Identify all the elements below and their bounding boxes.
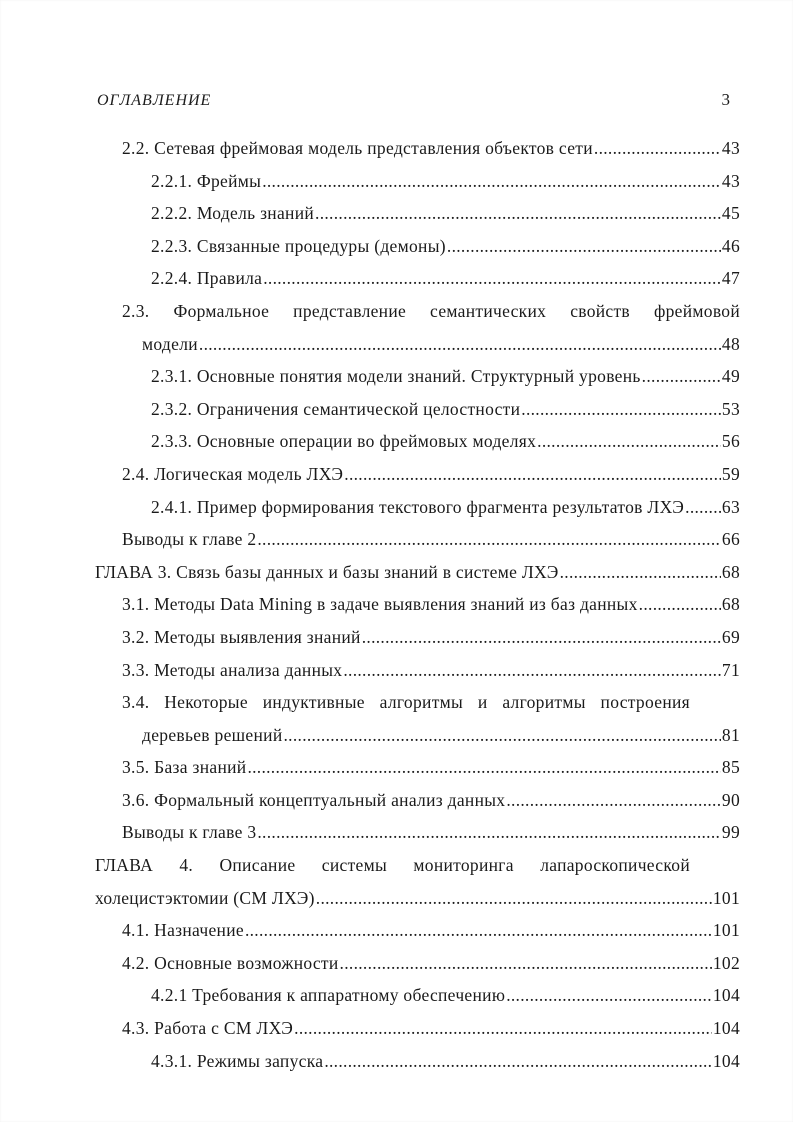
- toc-line: [95, 262, 740, 295]
- toc-page-number: 104: [712, 985, 740, 1006]
- toc-page-number: 68: [721, 594, 740, 615]
- toc-line: [95, 425, 740, 458]
- toc-line: [95, 947, 740, 980]
- dot-leader: [447, 230, 721, 263]
- dot-leader: [343, 654, 721, 687]
- toc-line: [95, 654, 740, 687]
- dot-leader: [639, 588, 721, 621]
- toc-line: [95, 882, 740, 915]
- toc-line: [95, 132, 740, 165]
- dot-leader: [506, 979, 712, 1012]
- dot-leader: [247, 751, 720, 784]
- toc-line-text: 2.3.1. Основные понятия модели знаний. Структурный уровень: [151, 366, 641, 387]
- toc-page-number: 66: [721, 529, 740, 550]
- header-page-number: 3: [721, 90, 730, 109]
- toc-line-text: 4.3. Работа с СМ ЛХЭ: [122, 1018, 294, 1039]
- toc-line: [95, 230, 740, 263]
- toc-page-number: 90: [721, 789, 740, 810]
- toc-line-text: 2.3.3. Основные операции во фреймовых моделях: [151, 431, 537, 452]
- dot-leader: [642, 360, 721, 393]
- toc-line: [95, 719, 740, 752]
- toc-line: [95, 523, 740, 556]
- dot-leader: [685, 491, 721, 524]
- toc-line-text: 3.3. Методы анализа данных: [122, 659, 343, 680]
- toc-line: [95, 1045, 740, 1078]
- toc-line-text: 3.6. Формальный концептуальный анализ данных: [122, 789, 506, 810]
- toc-line-text: 4.3.1. Режимы запуска: [151, 1050, 324, 1071]
- toc-line-text: ГЛАВА 3. Связь базы данных и базы знаний в системе ЛХЭ: [95, 561, 559, 582]
- page-header: [0, 0, 793, 110]
- dot-leader: [594, 132, 721, 165]
- toc-page-number: 102: [712, 952, 740, 973]
- toc-line: [95, 458, 740, 491]
- toc-page-number: 101: [712, 920, 740, 941]
- dot-leader: [340, 947, 712, 980]
- toc-line: [95, 197, 740, 230]
- toc-page-number: 63: [721, 496, 740, 517]
- running-title: ОГЛАВЛЕНИЕ: [97, 92, 212, 109]
- toc-line: [95, 1012, 740, 1045]
- toc-line: [95, 816, 740, 849]
- toc-line-text: ГЛАВА 4. Описание системы мониторинга лапароскопической: [95, 855, 690, 876]
- toc-line: [95, 165, 740, 198]
- dot-leader: [263, 262, 721, 295]
- dot-leader: [537, 425, 721, 458]
- dot-leader: [284, 719, 721, 752]
- toc-line-text: Выводы к главе 3: [122, 822, 257, 843]
- toc-page-number: 56: [721, 431, 740, 452]
- toc-line-text: 2.3.2. Ограничения семантической целостности: [151, 398, 521, 419]
- toc-line-text: 2.2.3. Связанные процедуры (демоны): [151, 235, 446, 256]
- toc-line-text: 3.4. Некоторые индуктивные алгоритмы и алгоритмы построения: [122, 692, 690, 713]
- toc-line: [95, 360, 740, 393]
- toc-page-number: 101: [712, 887, 740, 908]
- toc-line: [95, 588, 740, 621]
- toc-line: [95, 686, 740, 719]
- toc-line-text: 2.3. Формальное представление семантических свойств фреймовой: [122, 300, 740, 321]
- toc-page-number: 45: [721, 203, 740, 224]
- toc-page-number: 49: [721, 366, 740, 387]
- toc-line-text: 3.2. Методы выявления знаний: [122, 626, 361, 647]
- toc-line-text: 2.2.2. Модель знаний: [151, 203, 315, 224]
- dot-leader: [315, 197, 721, 230]
- toc-line: [95, 328, 740, 361]
- toc-line: [95, 849, 740, 882]
- toc-line-text: 3.1. Методы Data Mining в задаче выявления знаний из баз данных: [122, 594, 638, 615]
- toc-line-text: 4.2.1 Требования к аппаратному обеспечению: [151, 985, 506, 1006]
- toc-line: [95, 393, 740, 426]
- toc-line-text: 4.1. Назначение: [122, 920, 244, 941]
- toc-page-number: 43: [721, 138, 740, 158]
- toc-page-number: 99: [721, 822, 740, 843]
- toc-page-number: 69: [721, 626, 740, 647]
- dot-leader: [324, 1045, 712, 1078]
- toc-line: [95, 491, 740, 524]
- toc-page-number: 53: [721, 398, 740, 419]
- toc-line: [95, 914, 740, 947]
- toc-line-text: Выводы к главе 2: [122, 529, 257, 550]
- toc-line: [95, 621, 740, 654]
- toc-line-text: 2.2. Сетевая фреймовая модель представления объектов сети: [122, 138, 593, 158]
- dot-leader: [257, 523, 721, 556]
- toc-line-text: деревьев решений: [142, 724, 283, 745]
- dot-leader: [316, 882, 712, 915]
- toc-page-number: 71: [721, 659, 740, 680]
- dot-leader: [257, 816, 721, 849]
- toc-line-text: 2.2.1. Фреймы: [151, 170, 262, 191]
- toc-line-text: 2.2.4. Правила: [151, 268, 263, 289]
- dot-leader: [560, 556, 721, 589]
- toc-list: [0, 110, 793, 1077]
- dot-leader: [362, 621, 721, 654]
- toc-line-text: холецистэктомии (СМ ЛХЭ): [95, 887, 315, 908]
- toc-line-text: 2.4. Логическая модель ЛХЭ: [122, 463, 344, 484]
- toc-line: [95, 784, 740, 817]
- dot-leader: [506, 784, 721, 817]
- toc-line: [95, 556, 740, 589]
- toc-page-number: 47: [721, 268, 740, 289]
- toc-page-number: 104: [712, 1018, 740, 1039]
- dot-leader: [262, 165, 721, 198]
- toc-page-number: 46: [721, 235, 740, 256]
- dot-leader: [521, 393, 721, 426]
- toc-line-text: 3.5. База знаний: [122, 757, 247, 778]
- dot-leader: [294, 1012, 712, 1045]
- dot-leader: [344, 458, 721, 491]
- dot-leader: [245, 914, 712, 947]
- dot-leader: [199, 328, 721, 361]
- toc-line: [95, 979, 740, 1012]
- toc-line-text: модели: [142, 333, 198, 354]
- toc-page-number: 43: [721, 170, 740, 191]
- toc-page-number: 85: [721, 757, 740, 778]
- toc-line: [95, 751, 740, 784]
- toc-page-number: 68: [721, 561, 740, 582]
- toc-line: [95, 295, 740, 328]
- toc-page-number: 48: [721, 333, 740, 354]
- toc-page-number: 59: [721, 463, 740, 484]
- toc-page-number: 104: [712, 1050, 740, 1071]
- toc-line-text: 2.4.1. Пример формирования текстового фрагмента результатов ЛХЭ: [151, 496, 685, 517]
- toc-page-number: 81: [721, 724, 740, 745]
- toc-line-text: 4.2. Основные возможности: [122, 952, 339, 973]
